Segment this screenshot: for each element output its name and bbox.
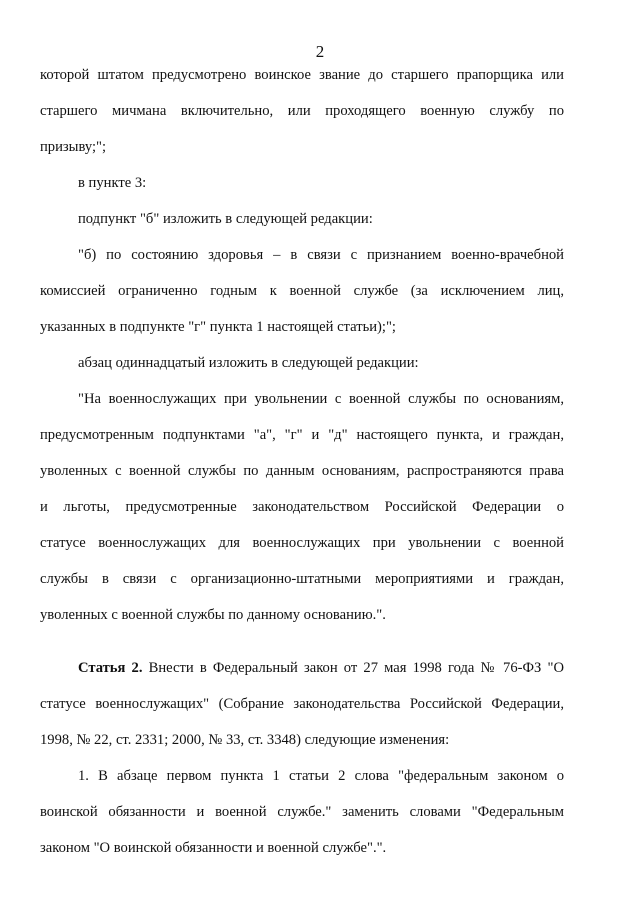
text-line: указанных в подпункте "г" пункта 1 настоящей статьи);";	[40, 319, 396, 335]
text-line: "На военнослужащих при увольнении с военной службы по основаниям,	[78, 391, 564, 407]
text-line: статусе военнослужащих для военнослужащих при увольнении с военной	[40, 535, 564, 551]
text-line: которой штатом предусмотрено воинское звание до старшего прапорщика или	[40, 67, 564, 83]
text-line: статусе военнослужащих" (Собрание законодательства Российской Федерации,	[40, 696, 564, 712]
text-line: воинской обязанности и военной службе." заменить словами "Федеральным	[40, 804, 564, 820]
page-number: 2	[315, 42, 325, 61]
text-line: уволенных с военной службы по данным основаниям, распространяются права	[40, 463, 564, 479]
text-line: 1. В абзаце первом пункта 1 статьи 2 слова "федеральным законом о	[78, 768, 564, 784]
document-body	[40, 64, 564, 640]
article-2-heading-line	[40, 657, 564, 693]
article-2	[40, 657, 564, 873]
text-line: призыву;";	[40, 139, 107, 155]
text-line: 1998, № 22, ст. 2331; 2000, № 33, ст. 3348) следующие изменения:	[40, 732, 450, 748]
text-line: уволенных с военной службы по данному основанию.".	[40, 607, 386, 623]
text-line: и льготы, предусмотренные законодательством Российской Федерации о	[40, 499, 564, 515]
text-line: предусмотренным подпунктами "а", "г" и "д" настоящего пункта, и граждан,	[40, 427, 564, 443]
text-line: подпункт "б" изложить в следующей редакции:	[78, 211, 373, 227]
text-line: старшего мичмана включительно, или проходящего военную службу по	[40, 103, 564, 119]
text-line: службы в связи с организационно-штатными мероприятиями и граждан,	[40, 571, 564, 587]
article-2-intro: Внести в Федеральный закон от 27 мая 1998 года № 76-ФЗ "О	[142, 660, 564, 676]
article-2-label: Статья 2.	[78, 660, 143, 676]
text-line: "б) по состоянию здоровья – в связи с признанием военно-врачебной	[78, 247, 564, 263]
text-line: комиссией ограниченно годным к военной службе (за исключением лиц,	[40, 283, 564, 299]
text-line: в пункте 3:	[78, 175, 147, 191]
text-line: абзац одиннадцатый изложить в следующей редакции:	[78, 355, 419, 371]
text-line: законом "О воинской обязанности и военной службе".".	[40, 840, 387, 856]
